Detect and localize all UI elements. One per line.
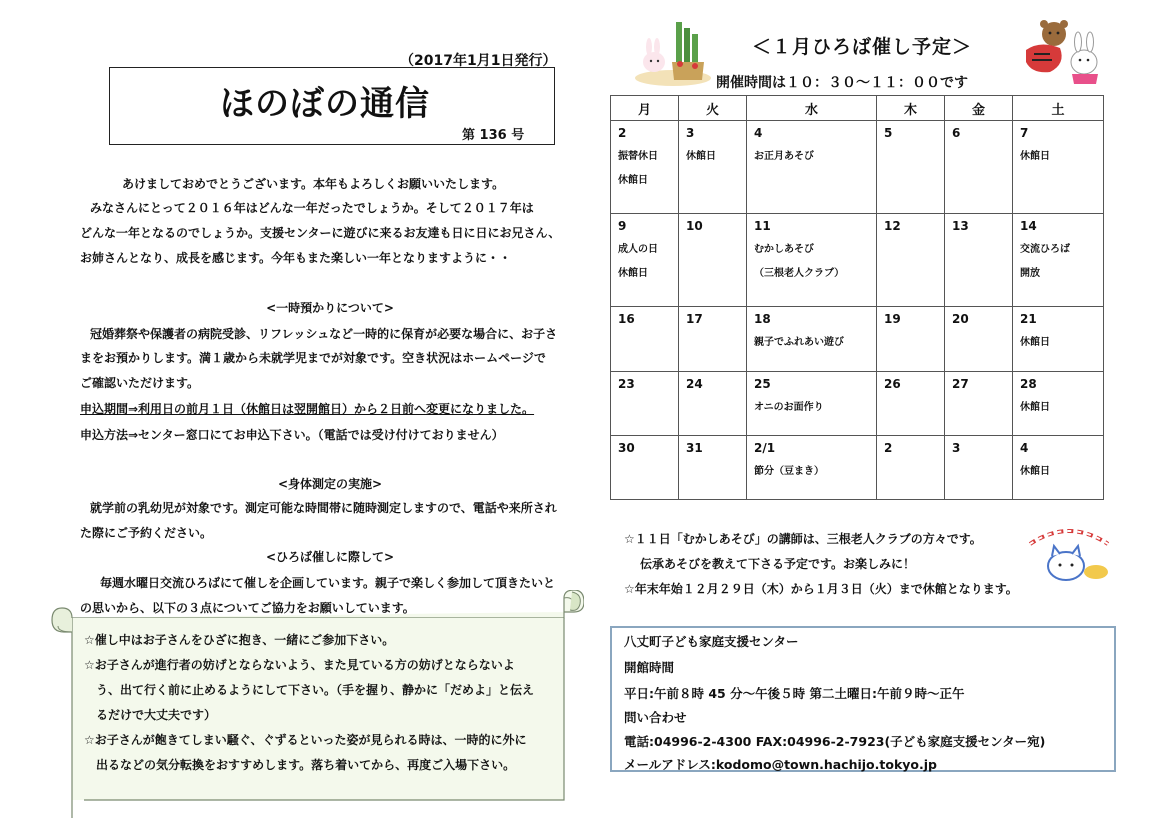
calendar-day-number: 13 [952, 219, 969, 234]
greeting-line-1: あけましておめでとうございます。本年もよろしくお願いいたします。 [122, 177, 505, 191]
opening-hours-label: 開館時間 [624, 660, 675, 675]
calendar-day-cell [679, 307, 747, 371]
plaza-events-line-2: の思いから、以下の３点についてご協力をお願いしています。 [80, 601, 415, 615]
rule-line-6: 出るなどの気分転換をおすすめします。落ち着いてから、再度ご入場下さい。 [96, 758, 516, 772]
greeting-line-4: お姉さんとなり、成長を感じます。今年もまた楽しい一年となりますように・・ [80, 251, 512, 265]
calendar-day-number: 18 [754, 312, 771, 327]
calendar-day-number: 30 [618, 440, 635, 455]
calendar-day-cell [747, 435, 877, 499]
scroll-shape [44, 590, 584, 818]
calendar-day-cell [1013, 214, 1104, 307]
calendar-day-cell [611, 307, 679, 371]
calendar-week-row [611, 435, 1104, 499]
calendar-day-cell [877, 307, 945, 371]
measurement-line-2: た際にご予約ください。 [80, 526, 213, 540]
measurement-line-1: 就学前の乳幼児が対象です。測定可能な時間帯に随時測定しますので、電話や来所され [90, 501, 557, 515]
rule-line-5: ☆お子さんが飽きてしまい騒ぐ、ぐずるといった姿が見られる時は、一時的に外に [84, 733, 527, 747]
inquiry-label: 問い合わせ [624, 710, 687, 725]
calendar-day-number: 4 [1020, 440, 1029, 455]
weekday-thu: 木 [877, 96, 945, 121]
calendar-day-cell [747, 371, 877, 435]
calendar-day-number: 9 [618, 219, 627, 234]
calendar-day-cell [679, 121, 747, 214]
calendar-day-number: 14 [1020, 219, 1037, 234]
calendar-event: 開放 [1020, 268, 1040, 280]
calendar-event: 休館日 [618, 268, 648, 280]
calendar-day-cell [611, 214, 679, 307]
calendar-day-number: 2 [618, 126, 627, 140]
calendar-event: 成人の日 [618, 244, 658, 256]
calendar-day-cell [611, 121, 679, 214]
calendar-day-number: 16 [618, 312, 635, 327]
calendar-day-cell [945, 121, 1013, 214]
weekday-mon: 月 [611, 96, 679, 121]
calendar-day-number: 3 [686, 126, 695, 140]
rule-line-3: う、出て行く前に止めるようにして下さい。（手を握り、静かに「だめよ」と伝え [96, 683, 535, 697]
calendar-day-cell [747, 214, 877, 307]
plaza-events-line-1: 毎週水曜日交流ひろばにて催しを企画しています。親子で楽しく参加して頂きたいと [100, 576, 556, 590]
calendar-event: 親子でふれあい遊び [754, 337, 844, 349]
rules-scroll [44, 590, 584, 818]
temporary-care-line-3: ご確認いただけます。 [80, 376, 200, 390]
calendar-event: 交流ひろば [1020, 244, 1070, 256]
temporary-care-line-2: まをお預かりします。満１歳から未就学児までが対象です。空き状況はホームページで [80, 351, 546, 365]
calendar-day-cell [877, 121, 945, 214]
issue-number: 第 136 号 [462, 128, 525, 143]
newsletter-title: ほのぼの通信 [220, 84, 430, 124]
calendar-day-cell [611, 435, 679, 499]
calendar-event: 休館日 [618, 175, 648, 186]
weekday-tue: 火 [679, 96, 747, 121]
calendar-event: （三根老人クラブ） [754, 268, 845, 280]
calendar-week-row [611, 307, 1104, 371]
calendar-day-number: 11 [754, 219, 771, 234]
greeting-line-3: どんな一年となるのでしょうか。支援センターに遊びに来るお友達も日に日にお兄さん、 [80, 226, 561, 240]
calendar-day-number: 12 [884, 219, 901, 234]
apply-method: 申込方法⇒センター窓口にてお申込下さい。（電話では受け付けておりません） [80, 428, 504, 442]
rule-line-1: ☆催し中はお子さんをひざに抱き、一緒にご参加下さい。 [84, 633, 395, 647]
calendar-event: むかしあそび [754, 244, 814, 256]
event-calendar [610, 95, 1104, 500]
calendar-day-number: 28 [1020, 376, 1037, 391]
contact-info-box [610, 626, 1116, 772]
rope-cat-illustration [1024, 524, 1114, 584]
calendar-week-row [611, 214, 1104, 307]
calendar-day-number: 4 [754, 126, 763, 140]
calendar-day-cell [1013, 307, 1104, 371]
calendar-day-number: 24 [686, 376, 703, 391]
note-line-1: ☆１１日「むかしあそび」の講師は、三根老人クラブの方々です。 [624, 532, 982, 546]
calendar-event: オニのお面作り [754, 401, 824, 413]
rule-line-4: るだけで大丈夫です） [96, 708, 217, 722]
opening-hours: 平日:午前８時 45 分～午後５時 第二土曜日:午前９時～正午 [624, 686, 965, 701]
weekday-wed: 水 [747, 96, 877, 121]
calendar-day-cell [1013, 435, 1104, 499]
measurement-heading: <身体測定の実施> [277, 477, 383, 491]
calendar-day-number: 17 [686, 312, 703, 327]
calendar-day-cell [747, 307, 877, 371]
calendar-day-number: 26 [884, 376, 901, 391]
calendar-day-number: 6 [952, 126, 961, 140]
phone-fax: 電話:04996-2-4300 FAX:04996-2-7923(子ども家庭支援センター宛) [624, 734, 1046, 749]
newsletter-title-box [109, 67, 555, 145]
calendar-event: お正月あそび [754, 151, 814, 162]
rule-line-2: ☆お子さんが進行者の妨げとならないよう、また見ている方の妨げとならないよ [84, 658, 515, 672]
calendar-day-number: 20 [952, 312, 969, 327]
email-address[interactable]: メールアドレス:kodomo@town.hachijo.tokyo.jp [624, 757, 937, 772]
note-line-3: ☆年末年始１２月２９日（木）から１月３日（火）まで休館となります。 [624, 582, 1018, 596]
temporary-care-line-1: 冠婚葬祭や保護者の病院受診、リフレッシュなど一時的に保育が必要な場合に、お子さ [90, 327, 558, 341]
calendar-event: 振替休日 [618, 151, 658, 162]
calendar-weekday-row [611, 96, 1104, 121]
temporary-care-heading: <一時預かりについて> [266, 301, 394, 315]
apply-period: 申込期間⇒利用日の前月１日（休館日は翌開館日）から２日前へ変更になりました。 [80, 402, 535, 416]
issue-date: （2017年1月1日発行） [400, 53, 557, 69]
calendar-week-row [611, 371, 1104, 435]
calendar-day-number: 2 [884, 440, 893, 455]
calendar-day-number: 3 [952, 440, 961, 455]
calendar-day-cell [747, 121, 877, 214]
calendar-day-number: 5 [884, 126, 893, 140]
calendar-day-number: 19 [884, 312, 901, 327]
calendar-event: 休館日 [1020, 401, 1050, 413]
calendar-day-number: 25 [754, 376, 771, 391]
calendar-event: 休館日 [1020, 151, 1050, 162]
calendar-day-cell [679, 435, 747, 499]
calendar-day-number: 31 [686, 440, 703, 455]
weekday-sat: 土 [1013, 96, 1104, 121]
calendar-event: 休館日 [1020, 337, 1050, 349]
calendar-day-number: 23 [618, 376, 635, 391]
calendar-day-cell [945, 214, 1013, 307]
weekday-fri: 金 [945, 96, 1013, 121]
calendar-event: 休館日 [1020, 465, 1050, 477]
calendar-hours: 開催時間は１０：３０～１１：００です [716, 75, 968, 91]
note-line-2: 伝承あそびを教えて下さる予定です。お楽しみに！ [640, 557, 916, 571]
calendar-day-number: 7 [1020, 126, 1029, 140]
calendar-day-cell [877, 371, 945, 435]
calendar-event: 休館日 [686, 151, 716, 162]
calendar-event: 節分（豆まき） [754, 465, 824, 477]
calendar-day-number: 27 [952, 376, 969, 391]
calendar-day-cell [611, 371, 679, 435]
calendar-day-number: 10 [686, 219, 703, 234]
calendar-day-cell [1013, 121, 1104, 214]
plaza-events-heading: <ひろば催しに際して> [265, 550, 395, 564]
calendar-day-cell [877, 435, 945, 499]
greeting-line-2: みなさんにとって２０１６年はどんな一年だったでしょうか。そして２０１７年は [90, 201, 534, 215]
calendar-week-row [611, 121, 1104, 214]
calendar-day-cell [945, 435, 1013, 499]
calendar-day-cell [679, 214, 747, 307]
calendar-day-cell [945, 307, 1013, 371]
calendar-day-number: 21 [1020, 312, 1037, 327]
calendar-day-cell [945, 371, 1013, 435]
center-name: 八丈町子ども家庭支援センター [624, 634, 799, 649]
calendar-day-cell [679, 371, 747, 435]
calendar-day-number: 2/1 [754, 440, 776, 455]
calendar-title: ＜１月ひろば催し予定＞ [752, 36, 973, 58]
calendar-body [611, 121, 1104, 500]
calendar-day-cell [877, 214, 945, 307]
lion-dance-bear-rabbit-illustration [1020, 14, 1116, 88]
calendar-day-cell [1013, 371, 1104, 435]
kadomatsu-rabbit-illustration [632, 14, 714, 88]
